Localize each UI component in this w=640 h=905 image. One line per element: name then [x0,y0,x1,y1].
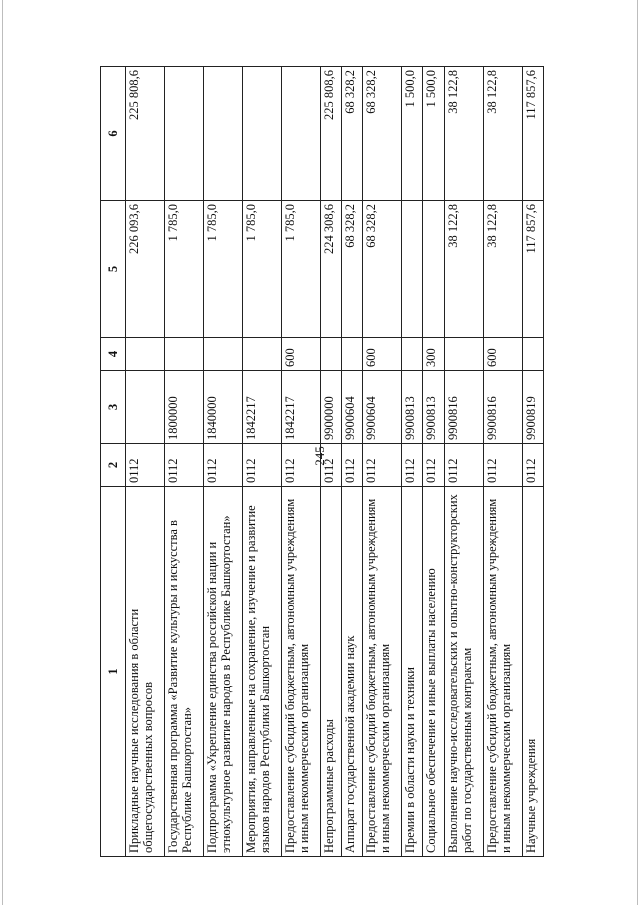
row-name: Предоставление субсидий бюджетным, автономным учреждениям и иным некоммерческим организациям [483,487,522,857]
expense-type [402,338,423,371]
table-row [444,67,483,857]
amount-col-6: 38 122,8 [444,67,483,201]
section-code: 0112 [444,444,483,487]
amount-col-5: 1 785,0 [164,201,203,338]
section-code: 0112 [242,444,281,487]
expense-type [164,338,203,371]
header-col-6: 6 [101,67,126,201]
target-article: 1842217 [281,371,320,444]
expense-type [242,338,281,371]
table-row [483,67,522,857]
target-article: 9900813 [423,371,444,444]
amount-col-5: 226 093,6 [126,201,165,338]
section-code: 0112 [164,444,203,487]
row-name: Подпрограмма «Укрепление единства российской нации и этнокультурное развитие народов в Республике Башкортостан» [203,487,242,857]
header-col-4: 4 [101,338,126,371]
section-code: 0112 [341,444,362,487]
expense-type [126,338,165,371]
target-article: 9900604 [363,371,402,444]
table-row [402,67,423,857]
rotated-table-area [100,67,544,857]
section-code: 0112 [423,444,444,487]
amount-col-6: 68 328,2 [341,67,362,201]
target-article [126,371,165,444]
amount-col-5: 38 122,8 [483,201,522,338]
expense-type: 300 [423,338,444,371]
row-name: Выполнение научно-исследовательских и опытно-конструкторских работ по государственным контрактам [444,487,483,857]
row-name: Государственная программа «Развитие культуры и искусства в Республике Башкортостан» [164,487,203,857]
table-row [242,67,281,857]
table-rotator [100,67,544,857]
target-article: 9900000 [320,371,341,444]
amount-col-5 [402,201,423,338]
expense-type: 600 [281,338,320,371]
amount-col-6 [164,67,203,201]
amount-col-6: 225 808,6 [320,67,341,201]
amount-col-5: 1 785,0 [281,201,320,338]
expense-type [203,338,242,371]
section-code: 0112 [203,444,242,487]
row-name: Премии в области науки и техники [402,487,423,857]
row-name: Предоставление субсидий бюджетным, автономным учреждениям и иным некоммерческим организациям [281,487,320,857]
target-article: 1800000 [164,371,203,444]
row-name: Непрограммные расходы [320,487,341,857]
amount-col-5: 224 308,6 [320,201,341,338]
amount-col-5: 1 785,0 [203,201,242,338]
target-article: 1842217 [242,371,281,444]
row-name: Научные учреждения [522,487,543,857]
amount-col-6: 38 122,8 [483,67,522,201]
table-row [164,67,203,857]
table-row [203,67,242,857]
expense-type [444,338,483,371]
row-name: Предоставление субсидий бюджетным, автономным учреждениям и иным некоммерческим организациям [363,487,402,857]
section-code: 0112 [522,444,543,487]
row-name: Социальное обеспечение и иные выплаты населению [423,487,444,857]
amount-col-6: 1 500,0 [402,67,423,201]
expense-type: 600 [363,338,402,371]
row-name: Прикладные научные исследования в области общегосударственных вопросов [126,487,165,857]
amount-col-6: 68 328,2 [363,67,402,201]
expense-type [341,338,362,371]
table-row [320,67,341,857]
table-row [341,67,362,857]
row-name: Мероприятия, направленные на сохранение, изучение и развитие языков народов Республики Башкортостан [242,487,281,857]
table-row [423,67,444,857]
amount-col-6 [281,67,320,201]
table-row [126,67,165,857]
table-row [522,67,543,857]
section-code: 0112 [281,444,320,487]
amount-col-5 [423,201,444,338]
table-row [363,67,402,857]
target-article: 9900819 [522,371,543,444]
row-name: Аппарат государственной академии наук [341,487,362,857]
target-article: 9900604 [341,371,362,444]
header-col-5: 5 [101,201,126,338]
section-code: 0112 [483,444,522,487]
target-article: 9900816 [444,371,483,444]
header-col-1: 1 [101,487,126,857]
target-article: 1840000 [203,371,242,444]
header-col-2: 2 [101,444,126,487]
amount-col-6: 117 857,6 [522,67,543,201]
section-code: 0112 [320,444,341,487]
section-code: 0112 [402,444,423,487]
amount-col-6: 225 808,6 [126,67,165,201]
budget-table [100,66,544,857]
table-row [281,67,320,857]
amount-col-5: 68 328,2 [363,201,402,338]
amount-col-5: 117 857,6 [522,201,543,338]
section-code: 0112 [126,444,165,487]
header-col-3: 3 [101,371,126,444]
amount-col-5: 1 785,0 [242,201,281,338]
expense-type: 600 [483,338,522,371]
amount-col-6: 1 500,0 [423,67,444,201]
expense-type [522,338,543,371]
header-row [101,67,126,857]
target-article: 9900816 [483,371,522,444]
amount-col-5: 68 328,2 [341,201,362,338]
page-number: 245 [312,446,327,466]
amount-col-6 [242,67,281,201]
amount-col-5: 38 122,8 [444,201,483,338]
section-code: 0112 [363,444,402,487]
expense-type [320,338,341,371]
target-article: 9900813 [402,371,423,444]
amount-col-6 [203,67,242,201]
